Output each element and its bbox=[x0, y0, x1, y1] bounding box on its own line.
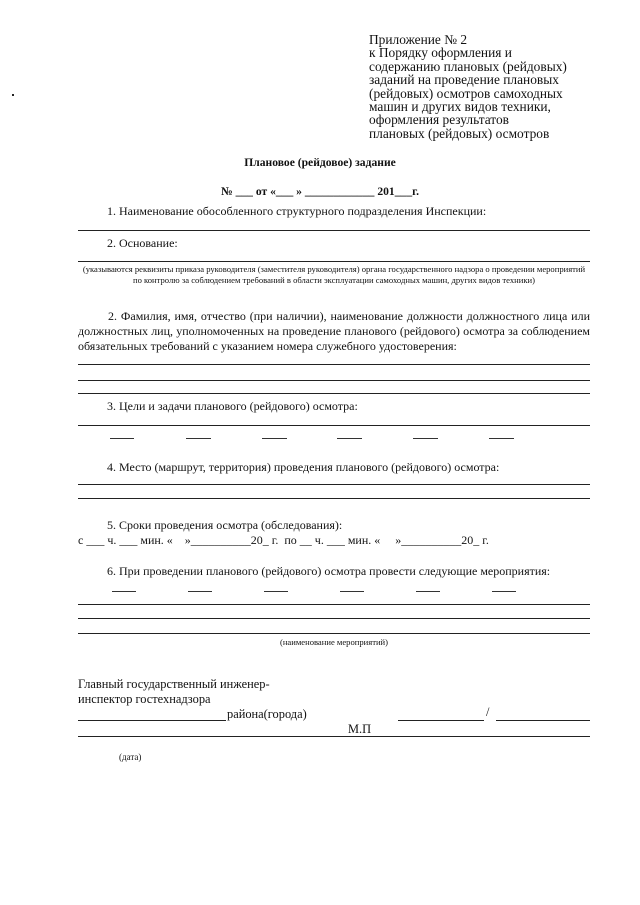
appendix-line: заданий на проведение плановых bbox=[369, 72, 559, 88]
item-6-heading: 6. При проведении планового (рейдового) осмотра провести следующие мероприятия: bbox=[107, 564, 551, 578]
date-label: (дата) bbox=[119, 752, 142, 762]
fill-line bbox=[78, 604, 590, 605]
appendix-header bbox=[369, 33, 619, 140]
signature-fill-line bbox=[398, 720, 484, 721]
fill-line bbox=[78, 261, 590, 262]
dash-segment bbox=[413, 438, 438, 439]
signatory-position-line-2: инспектор гостехнадзора bbox=[78, 692, 211, 706]
dash-segment bbox=[264, 591, 288, 592]
appendix-line: Приложение № 2 bbox=[369, 32, 468, 47]
signature-slash: / bbox=[486, 705, 490, 719]
document-number-line: № ___ от «___ » ____________ 201___г. bbox=[221, 185, 419, 198]
appendix-line: машин и других видов техники, bbox=[369, 99, 551, 115]
district-fill-line bbox=[78, 720, 226, 721]
name-fill-line bbox=[496, 720, 590, 721]
signature-underline bbox=[78, 736, 590, 737]
signatory-position-line-1: Главный государственный инженер- bbox=[78, 677, 270, 691]
stamp-label: М.П bbox=[348, 722, 372, 736]
fill-line bbox=[78, 364, 590, 365]
district-label: района(города) bbox=[227, 707, 307, 721]
fill-line bbox=[78, 633, 590, 634]
dash-segment bbox=[416, 591, 440, 592]
dash-segment bbox=[489, 438, 514, 439]
fill-line bbox=[78, 230, 590, 231]
dash-segment bbox=[337, 438, 362, 439]
appendix-line: к Порядку оформления и bbox=[369, 45, 512, 61]
appendix-line: содержанию плановых (рейдовых) bbox=[369, 58, 567, 74]
scan-speck bbox=[12, 94, 14, 96]
dash-segment bbox=[110, 438, 134, 439]
fill-line bbox=[78, 484, 590, 485]
dash-segment bbox=[112, 591, 136, 592]
item-3-heading: 3. Цели и задачи планового (рейдового) осмотра: bbox=[107, 399, 358, 413]
fill-line bbox=[78, 380, 590, 381]
item-2b-paragraph: 2. Фамилия, имя, отчество (при наличии), наименование должности должностного лица или должностных лиц, уполномоченных на проведение планового (рейдового) осмотра за соблюдением обязательных требований с указанием номера служебного удостоверения: bbox=[78, 309, 590, 353]
item-6-note: (наименование мероприятий) bbox=[279, 637, 389, 647]
fill-line bbox=[78, 425, 590, 426]
item-5-terms: с ___ ч. ___ мин. « »__________20_ г. по __ ч. ___ мин. « »__________20_ г. bbox=[78, 533, 489, 547]
fill-line bbox=[78, 393, 590, 394]
item-5-heading: 5. Сроки проведения осмотра (обследования): bbox=[107, 518, 343, 532]
dash-segment bbox=[340, 591, 364, 592]
item-1-heading: 1. Наименование обособленного структурного подразделения Инспекции: bbox=[107, 204, 487, 218]
dash-segment bbox=[492, 591, 516, 592]
document-title: Плановое (рейдовое) задание bbox=[244, 156, 396, 169]
dash-segment bbox=[262, 438, 287, 439]
fill-line bbox=[78, 618, 590, 619]
appendix-line: плановых (рейдовых) осмотров bbox=[369, 125, 550, 141]
appendix-line: (рейдовых) осмотров самоходных bbox=[369, 85, 563, 101]
dash-segment bbox=[188, 591, 212, 592]
item-4-heading: 4. Место (маршрут, территория) проведения планового (рейдового) осмотра: bbox=[107, 460, 500, 474]
appendix-line: оформления результатов bbox=[369, 112, 509, 128]
item-2-note: (указываются реквизиты приказа руководителя (заместителя руководителя) органа государственного надзора о проведении мероприятий по контролю за соблюдением требований в области эксплуатации самоходных машин, других видов техники) bbox=[82, 264, 586, 285]
item-2-heading: 2. Основание: bbox=[107, 236, 178, 250]
fill-line bbox=[78, 498, 590, 499]
dash-segment bbox=[186, 438, 211, 439]
